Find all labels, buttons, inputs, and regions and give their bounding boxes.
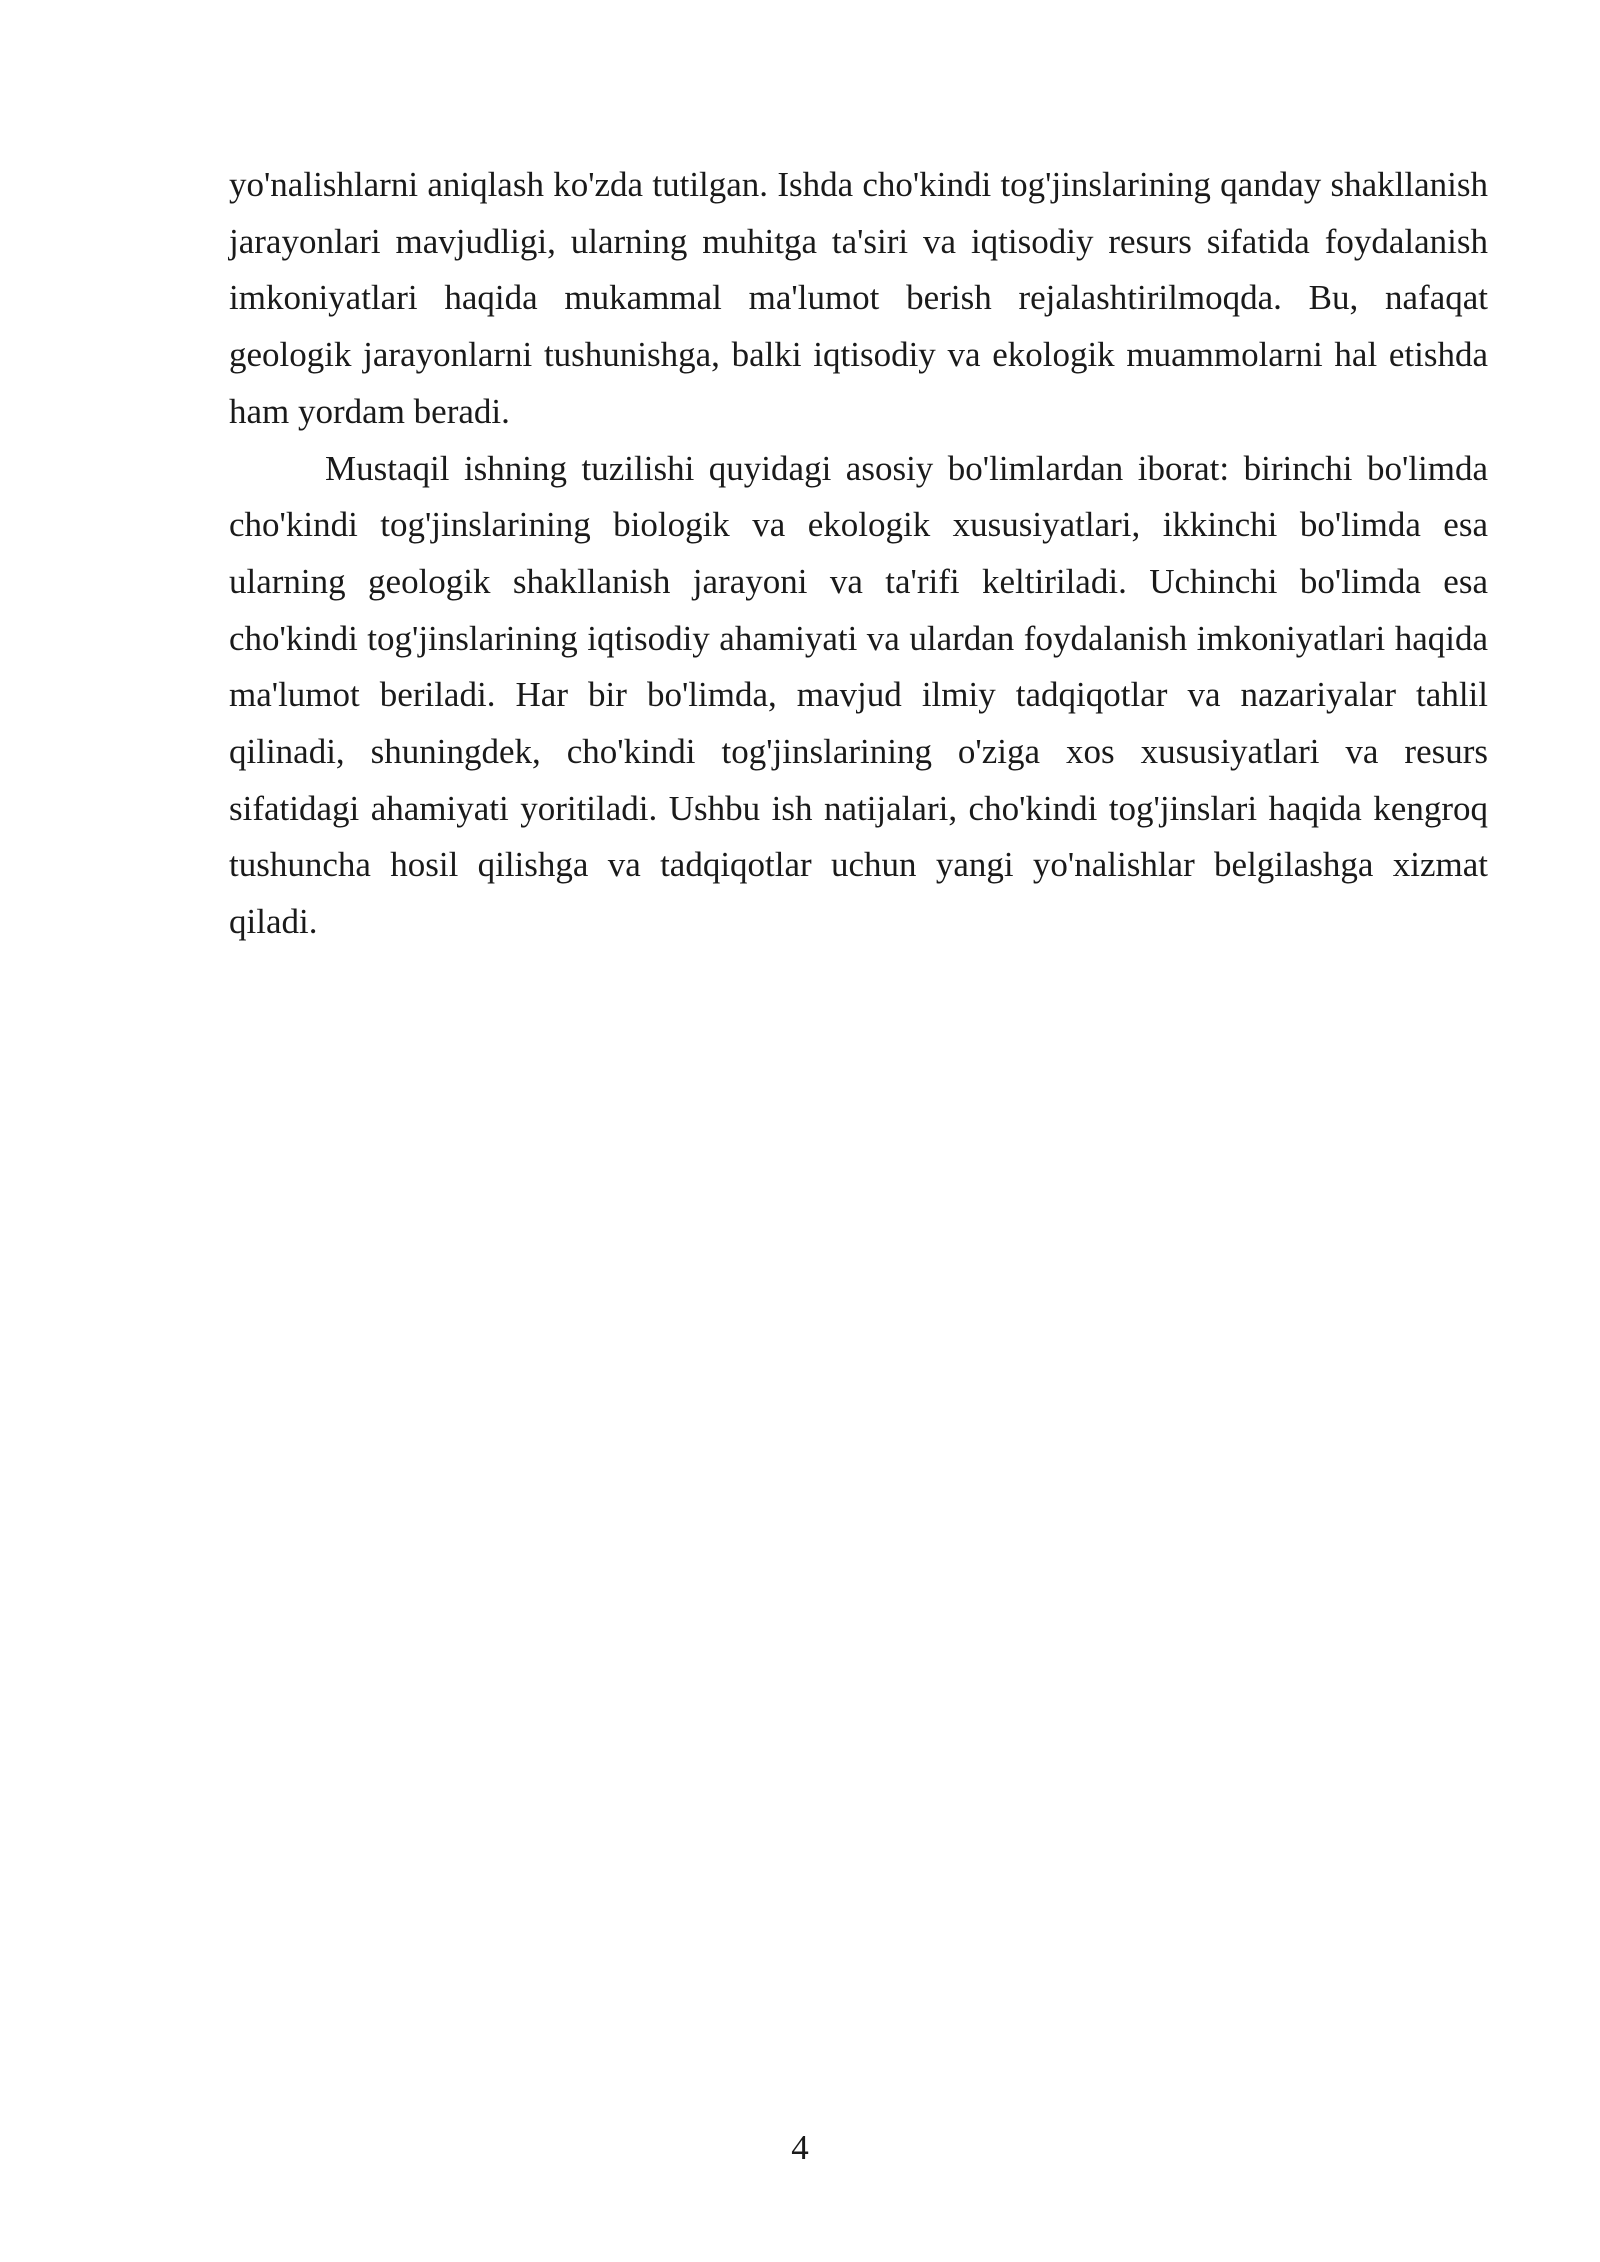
paragraph-continuation: yo'nalishlarni aniqlash ko'zda tutilgan. Ishda cho'kindi tog'jinslarining qanday shakllanish jarayonlari mavjudligi, ularning muhitga ta'siri va iqtisodiy resurs sifatida foydalanish imkoniyatlari haqida mukammal ma'lumot berish rejalashtirilmoqda. Bu, nafaqat geologik jarayonlarni tushunishga, balki iqtisodiy va ekologik muammolarni hal etishda ham yordam beradi.	[229, 165, 1488, 431]
paragraph-structure: Mustaqil ishning tuzilishi quyidagi asosiy bo'limlardan iborat: birinchi bo'limda cho'kindi tog'jinslarining biologik va ekologik xususiyatlari, ikkinchi bo'limda esa ularning geologik shakllanish jarayoni va ta'rifi keltiriladi. Uchinchi bo'limda esa cho'kindi tog'jinslarining iqtisodiy ahamiyati va ulardan foydalanish imkoniyatlari haqida ma'lumot beriladi. Har bir bo'limda, mavjud ilmiy tadqiqotlar va nazariyalar tahlil qilinadi, shuningdek, cho'kindi tog'jinslarining o'ziga xos xususiyatlari va resurs sifatidagi ahamiyati yoritiladi. Ushbu ish natijalari, cho'kindi tog'jinslari haqida kengroq tushuncha hosil qilishga va tadqiqotlar uchun yangi yo'nalishlar belgilashga xizmat qiladi.	[229, 448, 1488, 942]
page-number: 4	[791, 2128, 809, 2167]
body-text	[229, 157, 1488, 951]
